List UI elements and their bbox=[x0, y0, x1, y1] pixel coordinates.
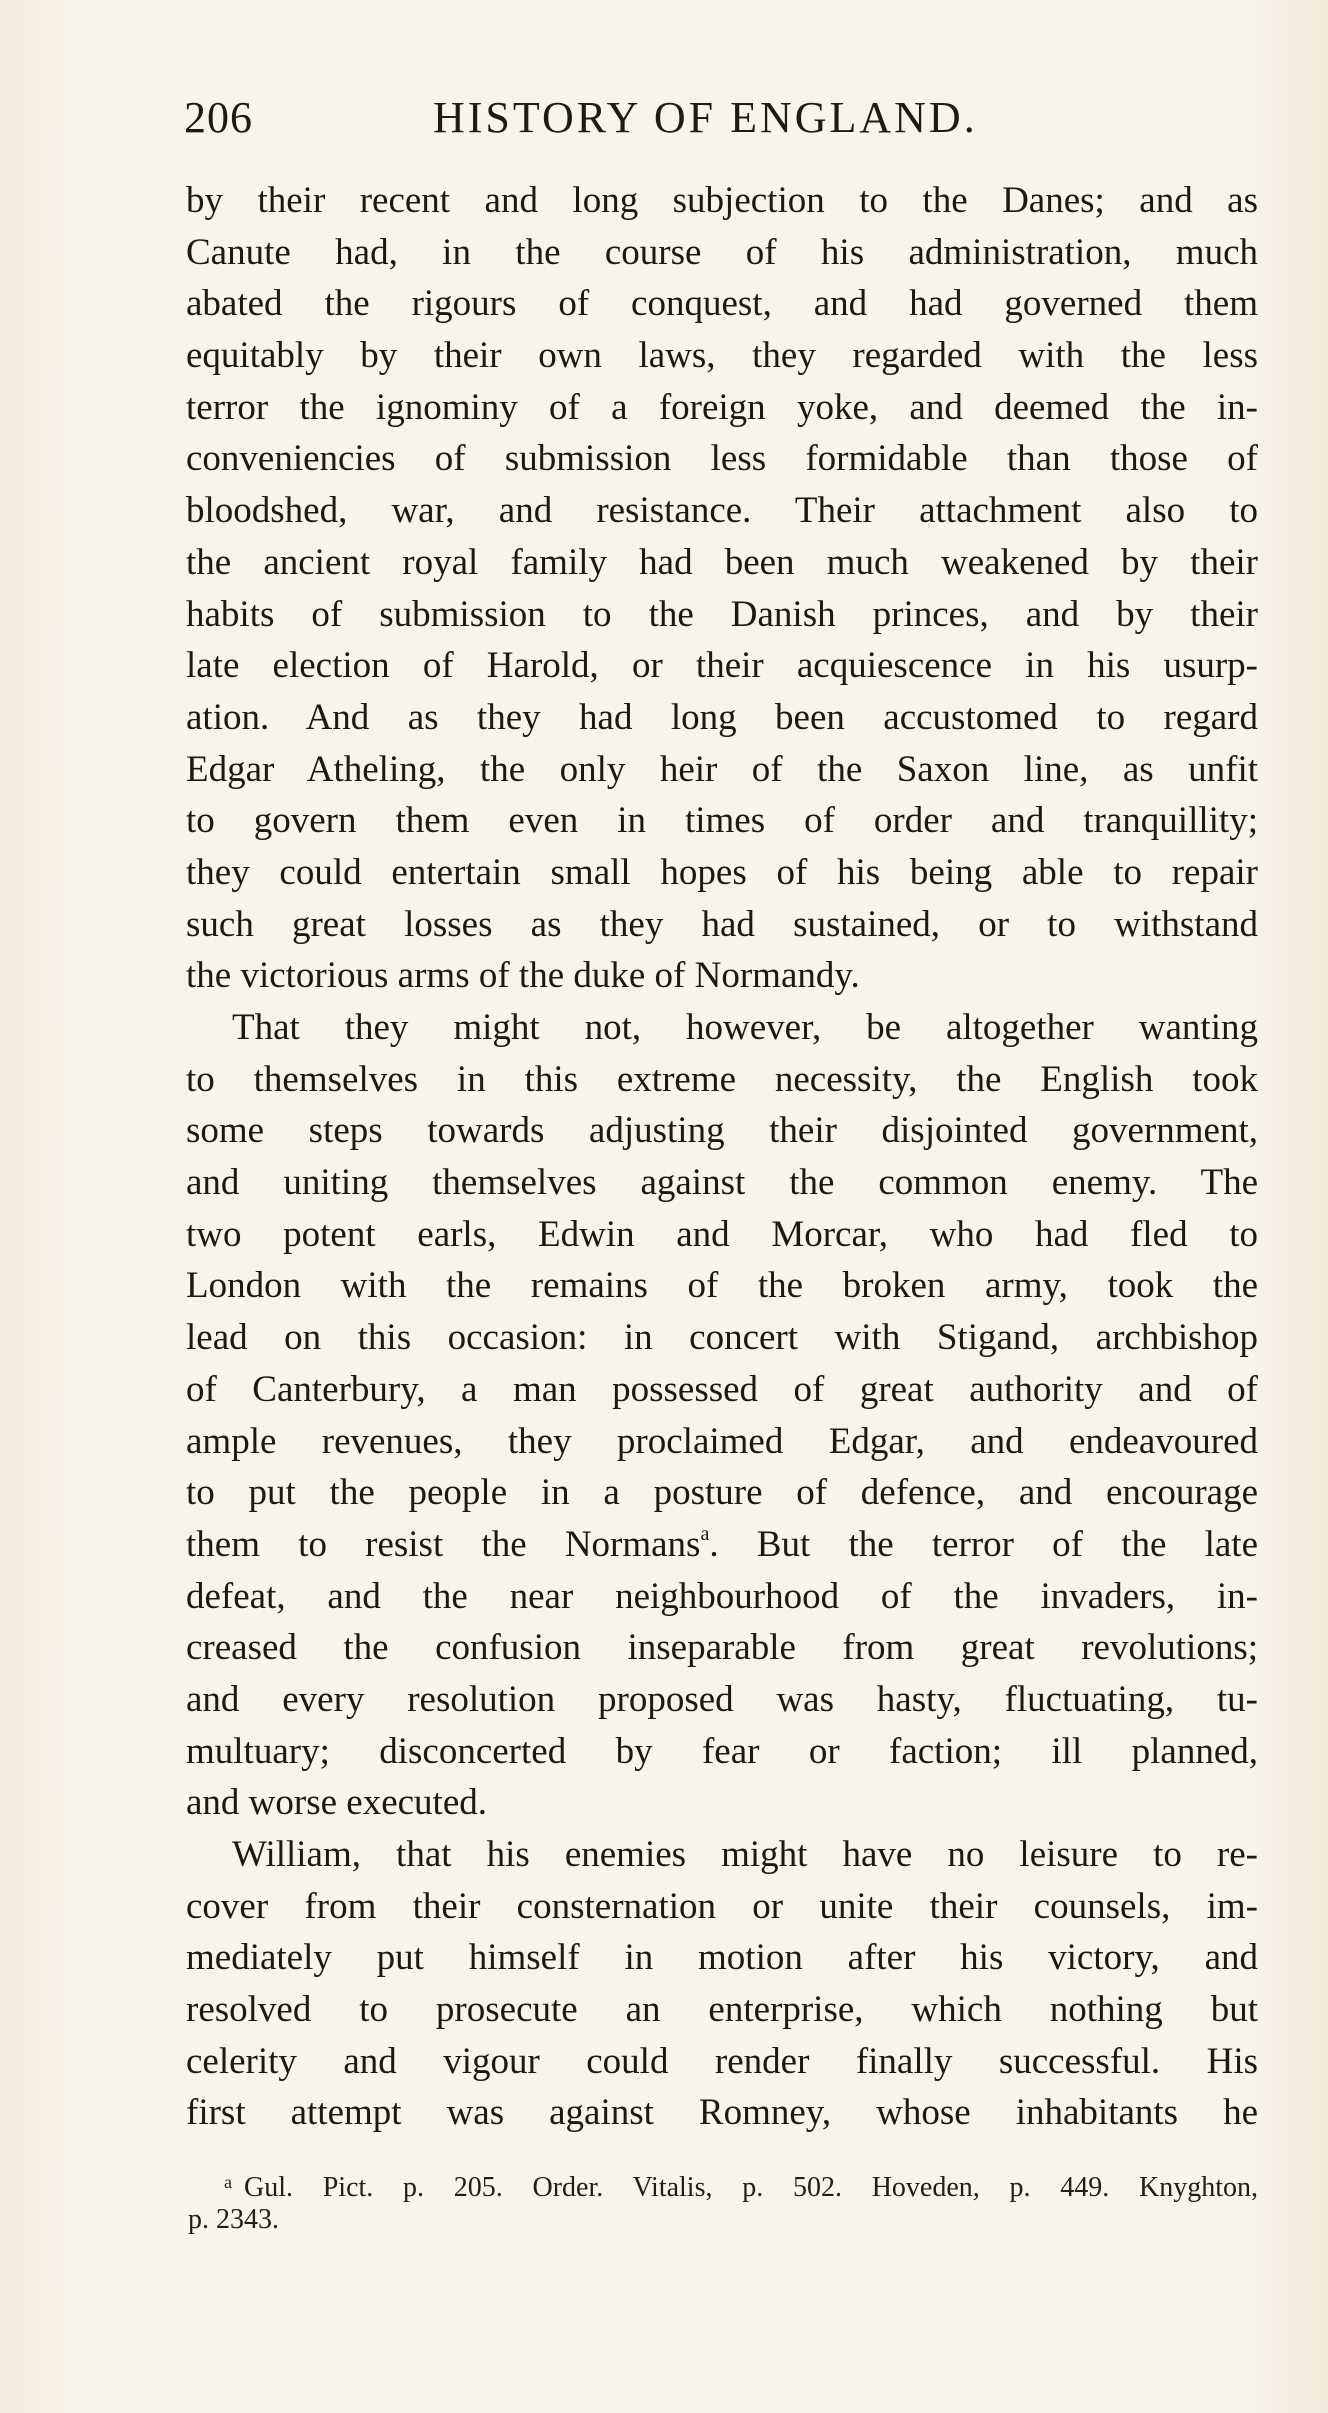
text-line: and worse executed. bbox=[186, 1782, 488, 1824]
text-line: William, that his enemies might have no leisure to re- bbox=[232, 1834, 1258, 1875]
text-segment: them to resist the Normans bbox=[186, 1523, 701, 1565]
text-line: abated the rigours of conquest, and had governed them bbox=[186, 283, 1258, 325]
text-line: to govern them even in times of order and tranquillity; bbox=[186, 800, 1258, 842]
text-line: bloodshed, war, and resistance. Their attachment also to bbox=[186, 490, 1258, 532]
footnote-reference: a bbox=[700, 1522, 710, 1545]
page-header bbox=[184, 92, 1264, 152]
text-line: ation. And as they had long been accustomed to regard bbox=[186, 696, 1258, 738]
text-line: defeat, and the near neighbourhood of the invaders, in- bbox=[186, 1575, 1258, 1617]
page-number: 206 bbox=[184, 93, 253, 142]
text-line: some steps towards adjusting their disjointed government, bbox=[186, 1110, 1258, 1152]
footnote-text: Gul. Pict. p. 205. Order. Vitalis, p. 502. Hoveden, p. 449. Knyghton, bbox=[244, 2172, 1258, 2203]
text-line: celerity and vigour could render finally successful. His bbox=[186, 2040, 1258, 2082]
text-line-with-footnote-ref bbox=[186, 1519, 1258, 1571]
text-line: lead on this occasion: in concert with Stigand, archbishop bbox=[186, 1317, 1258, 1359]
text-line: of Canterbury, a man possessed of great authority and of bbox=[186, 1368, 1258, 1410]
text-line: equitably by their own laws, they regarded with the less bbox=[186, 335, 1258, 377]
paragraph-2 bbox=[186, 1002, 1258, 1829]
footnote-line bbox=[188, 2166, 1258, 2204]
text-line: cover from their consternation or unite their counsels, im- bbox=[186, 1885, 1258, 1927]
text-segment: . But the terror of the late bbox=[709, 1523, 1258, 1565]
text-line: resolved to prosecute an enterprise, which nothing but bbox=[186, 1989, 1258, 2031]
body-text bbox=[186, 175, 1258, 2139]
text-line: creased the confusion inseparable from great revolutions; bbox=[186, 1627, 1258, 1669]
text-line: Edgar Atheling, the only heir of the Saxon line, as unfit bbox=[186, 748, 1258, 790]
text-line: the ancient royal family had been much weakened by their bbox=[186, 541, 1258, 583]
text-line: late election of Harold, or their acquiescence in his usurp- bbox=[186, 645, 1258, 687]
text-line: Canute had, in the course of his administration, much bbox=[186, 231, 1258, 273]
text-line: two potent earls, Edwin and Morcar, who had fled to bbox=[186, 1213, 1258, 1255]
text-line: London with the remains of the broken army, took the bbox=[186, 1265, 1258, 1307]
text-line: they could entertain small hopes of his being able to repair bbox=[186, 851, 1258, 893]
text-line: mediately put himself in motion after his victory, and bbox=[186, 1937, 1258, 1979]
text-line: multuary; disconcerted by fear or faction; ill planned, bbox=[186, 1730, 1258, 1772]
text-line: ample revenues, they proclaimed Edgar, and endeavoured bbox=[186, 1420, 1258, 1462]
text-line: That they might not, however, be altogether wanting bbox=[232, 1007, 1258, 1048]
text-line: such great losses as they had sustained, or to withstand bbox=[186, 903, 1258, 945]
footnote bbox=[188, 2166, 1258, 2236]
text-line: conveniencies of submission less formidable than those of bbox=[186, 438, 1258, 480]
text-line: to themselves in this extreme necessity, the English took bbox=[186, 1058, 1258, 1100]
text-line: and every resolution proposed was hasty, fluctuating, tu- bbox=[186, 1678, 1258, 1720]
paragraph-3 bbox=[186, 1829, 1258, 2139]
text-line: by their recent and long subjection to the Danes; and as bbox=[186, 180, 1258, 221]
text-line: to put the people in a posture of defence, and encourage bbox=[186, 1472, 1258, 1514]
running-title: HISTORY OF ENGLAND. bbox=[433, 93, 978, 142]
footnote-line: p. 2343. bbox=[188, 2204, 279, 2235]
text-line: first attempt was against Romney, whose inhabitants he bbox=[186, 2092, 1258, 2134]
text-line: the victorious arms of the duke of Normandy. bbox=[186, 955, 860, 997]
text-line: and uniting themselves against the common enemy. The bbox=[186, 1162, 1258, 1204]
text-line: terror the ignominy of a foreign yoke, and deemed the in- bbox=[186, 386, 1258, 428]
text-line: habits of submission to the Danish princes, and by their bbox=[186, 593, 1258, 635]
paragraph-1 bbox=[186, 175, 1258, 1002]
footnote-marker: a bbox=[224, 2172, 232, 2192]
